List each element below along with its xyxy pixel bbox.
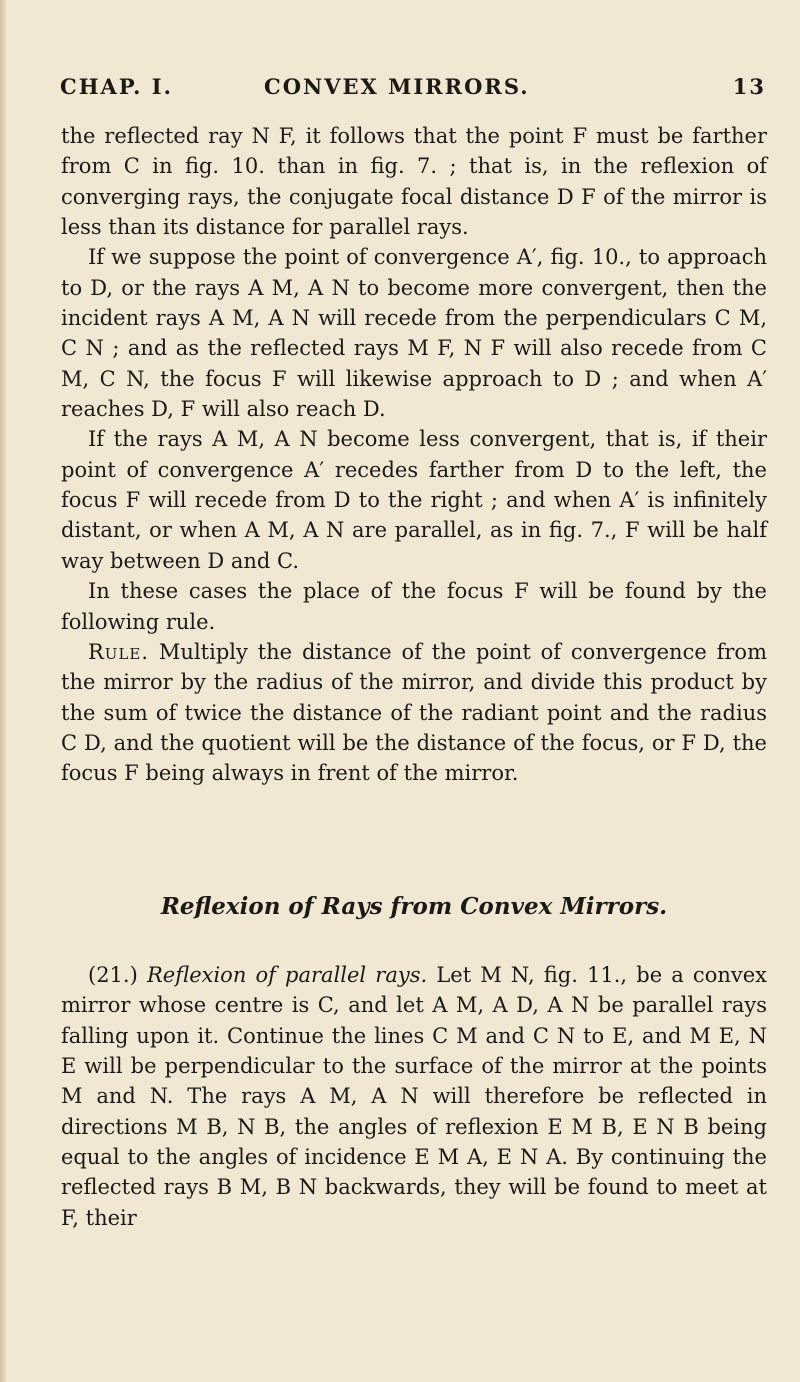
running-header [60,74,766,114]
body-text-bottom [61,960,767,1233]
rule-text: Multiply the distance of the point of convergence from the mirror by the radius of the mirror, and divide this product by the sum of twice the distance of the radiant point and the radius C D, and the quotient will be the distance of the focus, or F D, the focus F being always in frent of the mirror. [61,639,767,786]
paragraph: If we suppose the point of convergence A′, fig. 10., to approach to D, or the rays A M, A N to become more convergent, then the incident rays A M, A N will recede from the perpendiculars C M, C N ; and as the reflected rays M F, N F will also recede from C M, C N, the focus F will likewise approach to D ; and when A′ reaches D, F will also reach D. [61,245,767,422]
body-text-top [61,121,767,789]
paragraph-continuation: the reflected ray N F, it follows that the point F must be farther from C in fig. 10. than in fig. 7. ; that is, in the reflexion of converging rays, the conjugate focal distance D F of the mirror is less than its distance for parallel rays. [61,124,767,240]
rule-label: Rule. [88,639,150,664]
section-paragraph [61,960,767,1233]
article-number: (21.) [88,963,138,987]
section-heading: Reflexion of Rays from Convex Mirrors. [160,893,668,920]
rule-paragraph [61,637,767,789]
page-number: 13 [732,74,766,99]
article-text: Let M N, fig. 11., be a convex mirror whose centre is C, and let A M, A D, A N be parallel rays falling upon it. Continue the lines C M and C N to E, and M E, N E will be perpendicular to the surface of the mirror at the points M and N. The rays A M, A N will therefore be reflected in directions M B, N B, the angles of reflexion E M B, E N B being equal to the angles of incidence E M A, E N A. By continuing the reflected rays B M, B N backwards, they will be found to meet at F, their [61,963,767,1230]
paragraph: If the rays A M, A N become less convergent, that is, if their point of convergence A′ recedes farther from D to the left, the focus F will recede from D to the right ; and when A′ is infinitely distant, or when A M, A N are parallel, as in fig. 7., F will be half way between D and C. [61,427,767,573]
running-title: CONVEX MIRRORS. [264,74,530,99]
paragraph: In these cases the place of the focus F will be found by the following rule. [61,579,767,634]
page-edge [0,0,6,1382]
chapter-label: CHAP. I. [60,74,173,99]
article-italic-lead: Reflexion of parallel rays. [146,963,428,987]
